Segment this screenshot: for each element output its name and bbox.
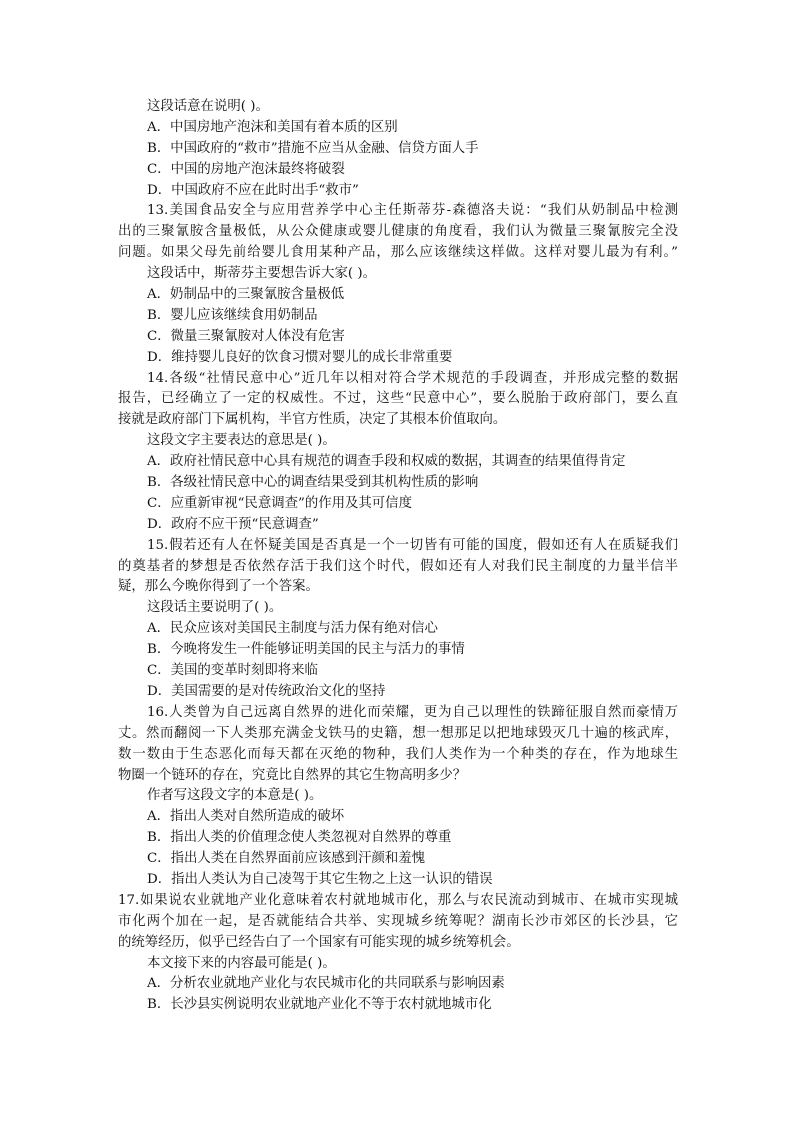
q14-option-d: D．政府不应干预“民意调查” <box>147 516 319 532</box>
q16-passage-line: 数一数由于生态恶化而每天都在灭绝的物种，我们人类作为一个种类的存在，作为地球生 <box>118 746 678 762</box>
q15-passage-line: 的奠基者的梦想是否依然存活于我们这个时代，假如还有人对我们民主制度的力量半信半 <box>118 558 678 574</box>
q15-option-d: D．美国需要的是对传统政治文化的坚持 <box>147 683 386 699</box>
q14-question: 这段文字主要表达的意思是( )。 <box>147 433 336 449</box>
q13-passage-line: 13.美国食品安全与应用营养学中心主任斯蒂芬-森德洛夫说：“我们从奶制品中检测 <box>147 203 678 219</box>
q15-passage-line: 疑，那么今晚你得到了一个答案。 <box>118 579 319 595</box>
q12-option-a: A．中国房地产泡沫和美国有着本质的区别 <box>147 119 398 135</box>
q16-question: 作者写这段文字的本意是( )。 <box>147 788 323 804</box>
q16-passage-line: 丈。然而翻阅一下人类那充满金戈铁马的史籍，想一想那足以把地球毁灭几十遍的核武库， <box>118 725 678 741</box>
q16-passage-line: 物圈一个链环的存在，究竟比自然界的其它生物高明多少？ <box>118 767 467 783</box>
q14-option-c: C．应重新审视“民意调查”的作用及其可信度 <box>147 495 412 511</box>
q15-option-c: C．美国的变革时刻即将来临 <box>147 663 318 679</box>
q13-option-c: C．微量三聚氰胺对人体没有危害 <box>147 328 345 344</box>
q15-question: 这段话主要说明了( )。 <box>147 600 283 616</box>
q13-option-a: A．奶制品中的三聚氰胺含量极低 <box>147 287 345 303</box>
q13-option-d: D．维持婴儿良好的饮食习惯对婴儿的成长非常重要 <box>147 349 453 365</box>
q14-option-a: A．政府社情民意中心具有规范的调查手段和权威的数据，其调查的结果值得肯定 <box>147 454 626 470</box>
q12-option-d: D．中国政府不应在此时出手“救市” <box>147 182 359 198</box>
q13-option-b: B．婴儿应该继续食用奶制品 <box>147 307 318 323</box>
q12-option-b: B．中国政府的“救市”措施不应当从金融、信贷方面人手 <box>147 140 479 156</box>
q16-passage-line: 16.人类曾为自己远离自然界的进化而荣耀，更为自己以理性的铁蹄征服自然而豪情万 <box>147 704 678 720</box>
q16-option-d: D．指出人类认为自己凌驾于其它生物之上这一认识的错误 <box>147 871 493 887</box>
q14-passage-line: 14.各级“社情民意中心”近几年以相对符合学术规范的手段调查，并形成完整的数据 <box>147 370 678 386</box>
q15-option-a: A．民众应该对美国民主制度与活力保有绝对信心 <box>147 621 438 637</box>
q15-option-b: B．今晚将发生一件能够证明美国的民主与活力的事情 <box>147 642 465 658</box>
q12-option-c: C．中国的房地产泡沫最终将破裂 <box>147 161 345 177</box>
q16-option-a: A．指出人类对自然所造成的破坏 <box>147 809 345 825</box>
q17-passage-line: 17.如果说农业就地产业化意味着农村就地城市化，那么与农民流动到城市、在城市实现城 <box>118 892 678 908</box>
q16-option-b: B．指出人类的价值理念使人类忽视对自然界的尊重 <box>147 830 452 846</box>
q13-passage-line: 出的三聚氰胺含量极低，从公众健康或婴儿健康的角度看，我们认为微量三聚氰胺完全没 <box>118 224 678 240</box>
q17-passage-line: 市化两个加在一起，是否就能结合共举、实现城乡统筹呢？湖南长沙市郊区的长沙县，它 <box>118 913 678 929</box>
q13-passage-line: 问题。如果父母先前给婴儿食用某种产品，那么应该继续这样做。这样对婴儿最为有利。” <box>118 245 678 261</box>
q14-passage-line: 报告，已经确立了一定的权威性。不过，这些“民意中心”，要么脱胎于政府部门，要么直 <box>118 391 678 407</box>
q13-question: 这段话中，斯蒂芬主要想告诉大家( )。 <box>147 266 376 282</box>
q17-passage-line: 的统筹经历，似乎已经告白了一个国家有可能实现的城乡统筹机会。 <box>118 934 520 950</box>
q16-option-c: C．指出人类在自然界面前应该感到汗颜和羞愧 <box>147 851 426 867</box>
q14-option-b: B．各级社情民意中心的调查结果受到其机构性质的影响 <box>147 475 479 491</box>
q17-option-b: B．长沙县实例说明农业就地产业化不等于农村就地城市化 <box>147 997 492 1013</box>
q12-stem-question: 这段话意在说明( )。 <box>147 99 269 114</box>
q14-passage-line: 接就是政府部门下属机构，半官方性质，决定了其根本价值取向。 <box>118 412 507 428</box>
document-body <box>118 97 678 1016</box>
q17-option-a: A．分析农业就地产业化与农民城市化的共同联系与影响因素 <box>147 976 505 992</box>
q17-question: 本文接下来的内容最可能是( )。 <box>147 955 336 971</box>
q15-passage-line: 15.假若还有人在怀疑美国是否真是一个一切皆有可能的国度，假如还有人在质疑我们 <box>147 537 678 553</box>
